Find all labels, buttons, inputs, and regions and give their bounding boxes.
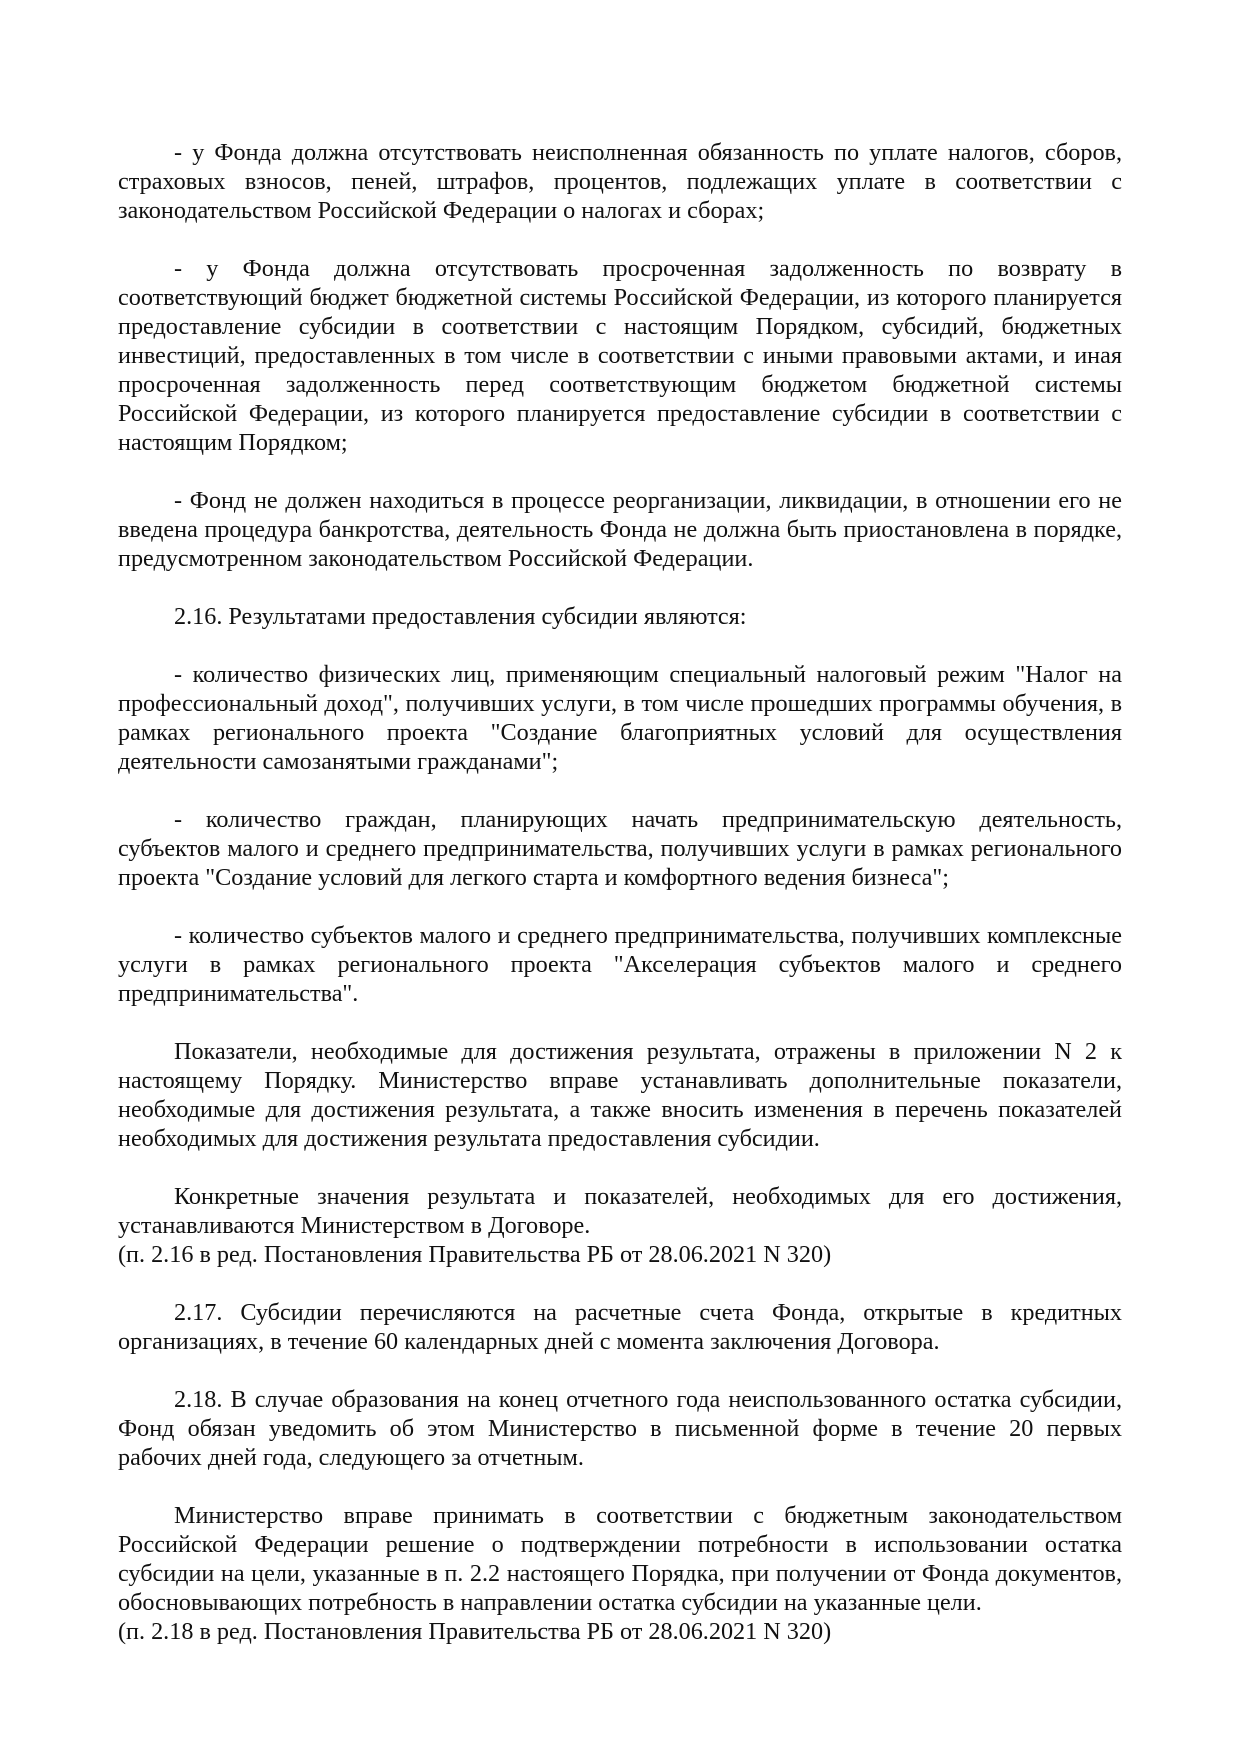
paragraph-result-easy-start: - количество граждан, планирующих начать предпринимательскую деятельность, субъектов малого и среднего предпринимательства, получивших услуги в рамках регионального проекта "Создание условий для легкого старта и комфортного ведения бизнеса"; [118, 806, 1122, 891]
paragraph-requirement-reorganization: - Фонд не должен находиться в процессе реорганизации, ликвидации, в отношении его не введена процедура банкротства, деятельность Фонда не должна быть приостановлена в порядке, предусмотренном законодательством Российской Федерации. [118, 487, 1122, 572]
amendment-note-2-18: (п. 2.18 в ред. Постановления Правительства РБ от 28.06.2021 N 320) [118, 1618, 832, 1645]
paragraph-result-selfemployed: - количество физических лиц, применяющим специальный налоговый режим "Налог на профессиональный доход", получивших услуги, в том числе прошедших программы обучения, в рамках регионального проекта "Создание благоприятных условий для осуществления деятельности самозанятыми гражданами"; [118, 661, 1122, 775]
paragraph-requirement-taxes: - у Фонда должна отсутствовать неисполненная обязанность по уплате налогов, сборов, страховых взносов, пеней, штрафов, процентов, подлежащих уплате в соответствии с законодательством Российской Федерации о налогах и сборах; [118, 139, 1122, 224]
section-heading-2-16: 2.16. Результатами предоставления субсидии являются: [174, 603, 747, 630]
section-2-18: 2.18. В случае образования на конец отчетного года неиспользованного остатка субсидии, Фонд обязан уведомить об этом Министерство в письменной форме в течение 20 первых рабочих дней года, следующего за отчетным. [118, 1386, 1122, 1471]
paragraph-specific-values: Конкретные значения результата и показателей, необходимых для его достижения, устанавливаются Министерством в Договоре. [118, 1183, 1122, 1239]
amendment-note-2-16: (п. 2.16 в ред. Постановления Правительства РБ от 28.06.2021 N 320) [118, 1241, 832, 1268]
paragraph-result-acceleration: - количество субъектов малого и среднего предпринимательства, получивших комплексные услуги в рамках регионального проекта "Акселерация субъектов малого и среднего предпринимательства". [118, 922, 1122, 1007]
paragraph-ministry-decision: Министерство вправе принимать в соответствии с бюджетным законодательством Российской Федерации решение о подтверждении потребности в использовании остатка субсидии на цели, указанные в п. 2.2 настоящего Порядка, при получении от Фонда документов, обосновывающих потребность в направлении остатка субсидии на указанные цели. [118, 1502, 1122, 1616]
paragraph-indicators: Показатели, необходимые для достижения результата, отражены в приложении N 2 к настоящему Порядку. Министерство вправе устанавливать дополнительные показатели, необходимые для достижения результата, а также вносить изменения в перечень показателей необходимых для достижения результата предоставления субсидии. [118, 1038, 1122, 1152]
section-2-17: 2.17. Субсидии перечисляются на расчетные счета Фонда, открытые в кредитных организациях, в течение 60 календарных дней с момента заключения Договора. [118, 1299, 1122, 1355]
paragraph-requirement-debt: - у Фонда должна отсутствовать просроченная задолженность по возврату в соответствующий бюджет бюджетной системы Российской Федерации, из которого планируется предоставление субсидии в соответствии с настоящим Порядком, субсидий, бюджетных инвестиций, предоставленных в том числе в соответствии с иными правовыми актами, и иная просроченная задолженность перед соответствующим бюджетом бюджетной системы Российской Федерации, из которого планируется предоставление субсидии в соответствии с настоящим Порядком; [118, 255, 1122, 456]
document-page [118, 138, 1122, 1675]
